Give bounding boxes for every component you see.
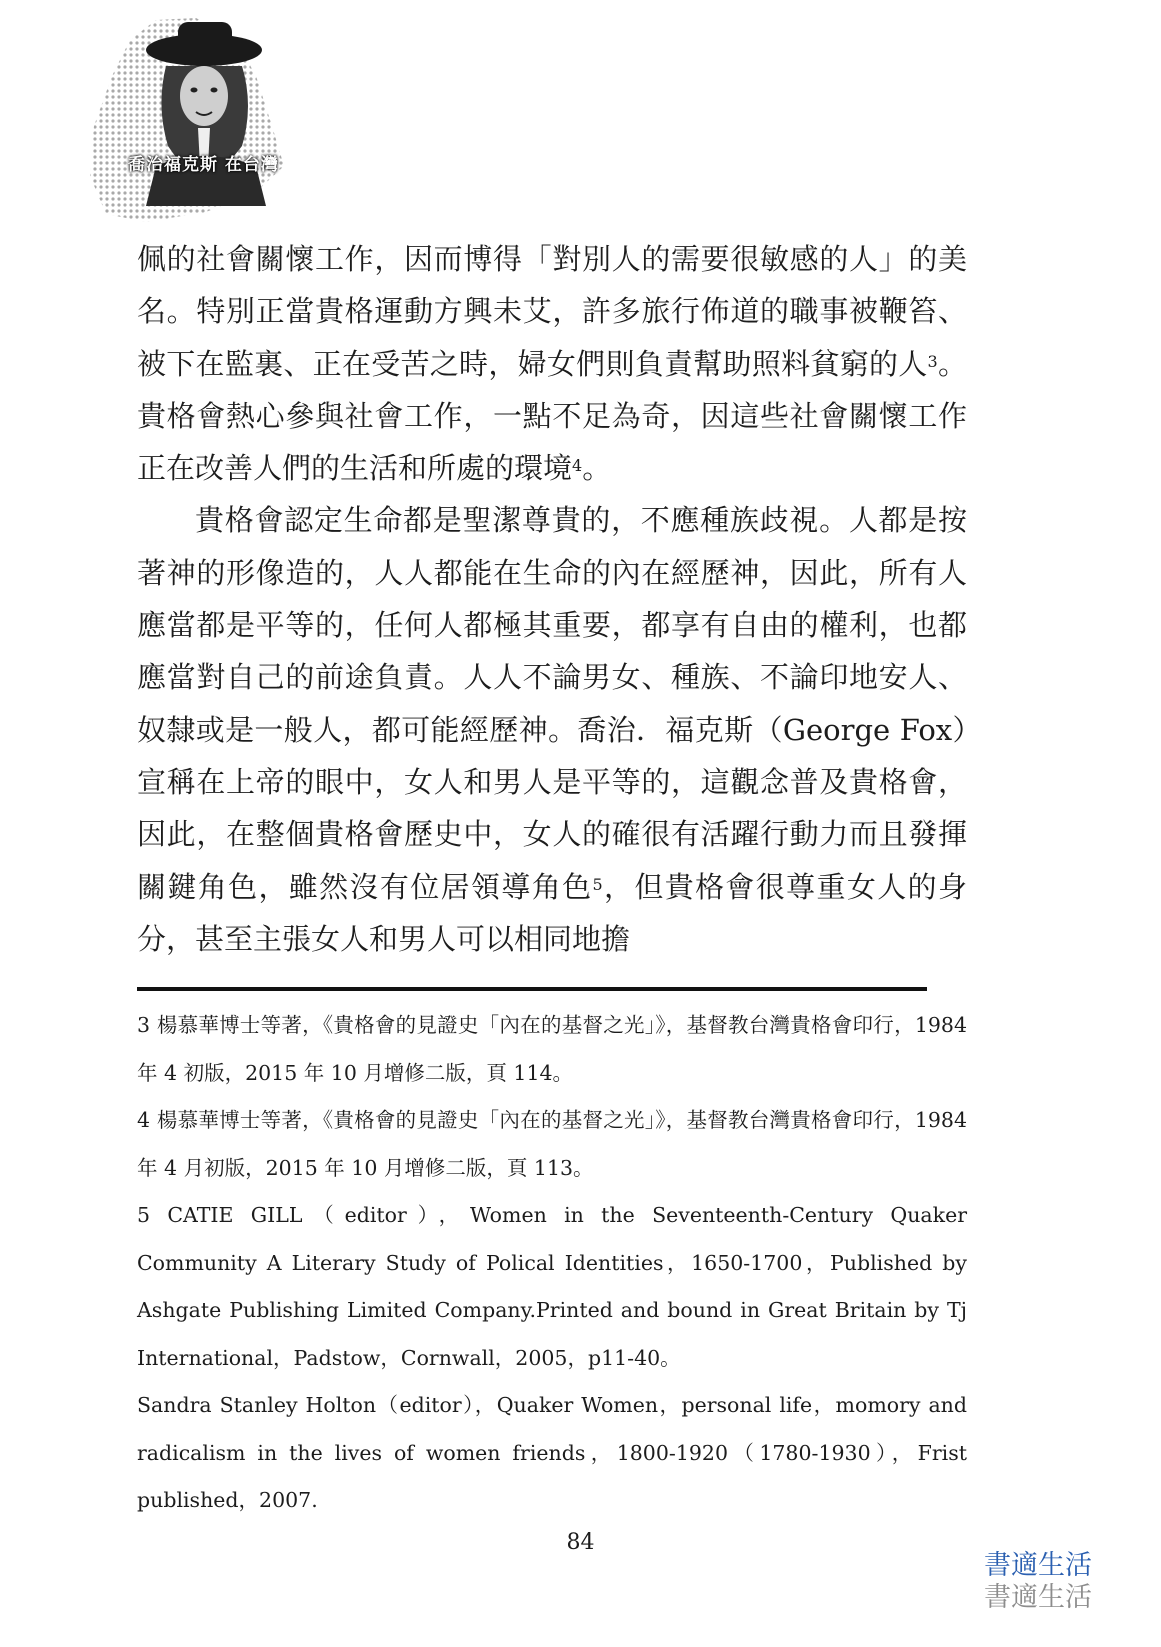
footnote-ref[interactable]: 5 <box>592 874 603 894</box>
paragraph-text: 。 <box>582 451 612 486</box>
footnote: 4 楊慕華博士等著，《貴格會的見證史「內在的基督之光」》，基督教台灣貴格會印行，1984 年 4 月初版，2015 年 10 月增修二版，頁 113。 <box>137 1108 967 1180</box>
footnote: Sandra Stanley Holton（editor），Quaker Women，personal life，momory and radicalism in the lives of women friends，1800-1920（1780-1930），Frist published，2007. <box>137 1393 967 1512</box>
paragraph <box>137 494 967 965</box>
watermark <box>984 1550 1092 1614</box>
header-logo <box>86 16 296 226</box>
paragraph-text: 貴格會認定生命都是聖潔尊貴的，不應種族歧視。人都是按著神的形像造的，人人都能在生命的內在經歷神，因此，所有人應當都是平等的，任何人都極其重要，都享有自由的權利，也都應當對自己的前途負責。人人不論男女、種族、不論印地安人、奴隸或是一般人，都可能經歷神。喬治．福克斯（George Fox）宣稱在上帝的眼中，女人和男人是平等的，這觀念普及貴格會，因此，在整個貴格會歷史中，女人的確很有活躍行動力而且發揮關鍵角色，雖然沒有位居領導角色 <box>137 503 967 904</box>
paragraph <box>137 233 967 494</box>
footnotes <box>137 1002 967 1525</box>
footnote-ref[interactable]: 4 <box>572 456 583 476</box>
quaker-portrait-taiwan-map-icon <box>86 16 296 226</box>
footnote: 5 CATIE GILL（editor），Women in the Seventeenth-Century Quaker Community A Literary Study of Polical Identities，1650-1700，Published by Ashgate Publishing Limited Company.Printed and bound in Great Britain by Tj International，Padstow，Cornwall，2005，p11-40。 <box>137 1203 967 1370</box>
body-text <box>137 233 967 965</box>
paragraph-text: 佩的社會關懷工作，因而博得「對別人的需要很敏感的人」的美名。特別正當貴格運動方興未艾，許多旅行佈道的職事被鞭笞、被下在監裏、正在受苦之時，婦女們則負責幫助照料貧窮的人 <box>137 242 967 381</box>
header-title: 喬治福克斯 在台灣 <box>128 155 279 175</box>
paragraph-text: ，但貴格會很尊重女人的身分，甚至主張女人和男人可以相同地擔 <box>137 869 967 956</box>
footnote-divider <box>137 987 927 991</box>
page-number: 84 <box>566 1530 595 1555</box>
footnote-ref[interactable]: 3 <box>927 351 938 371</box>
paragraph-text: 。貴格會熱心參與社會工作，一點不足為奇，因這些社會關懷工作正在改善人們的生活和所處的環境 <box>137 346 967 486</box>
watermark-line: 書適生活 <box>984 1550 1092 1581</box>
footnote: 3 楊慕華博士等著，《貴格會的見證史「內在的基督之光」》，基督教台灣貴格會印行，1984 年 4 初版，2015 年 10 月增修二版，頁 114。 <box>137 1013 967 1085</box>
watermark-line: 書適生活 <box>984 1582 1092 1613</box>
